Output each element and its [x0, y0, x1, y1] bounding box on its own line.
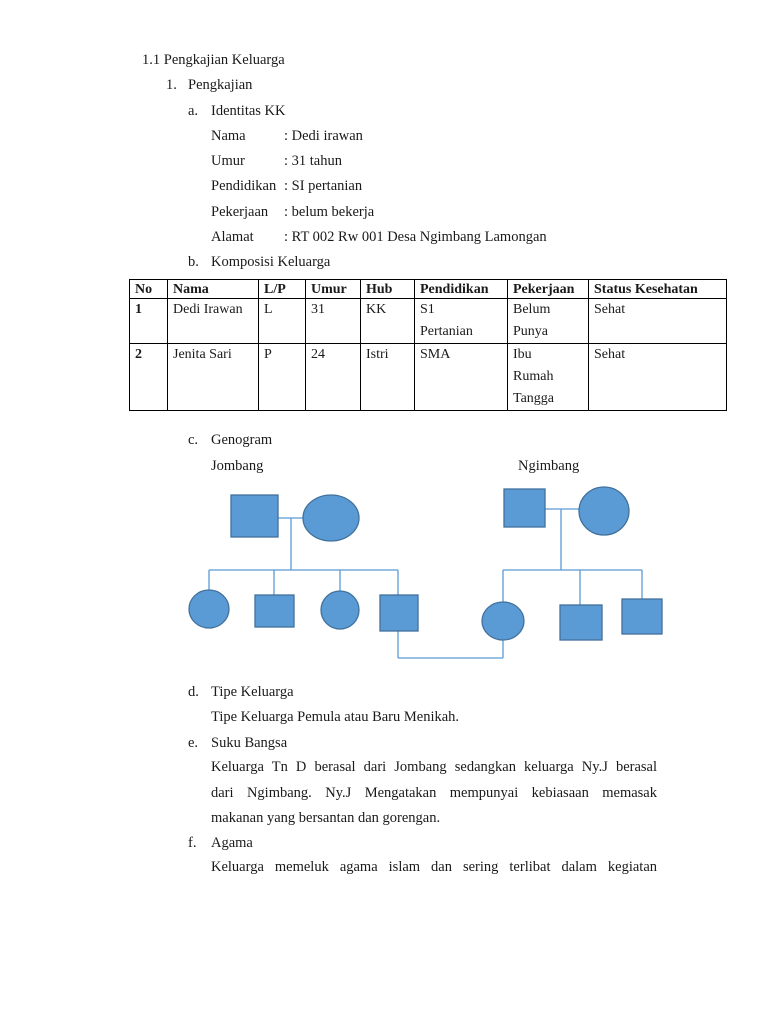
male-symbol-jombang-father — [231, 495, 278, 537]
suku-marker: e. — [188, 735, 199, 751]
table-row — [130, 344, 727, 411]
column-header: No — [130, 280, 168, 299]
tipe-marker: d. — [188, 684, 199, 700]
column-header: L/P — [259, 280, 306, 299]
suku-paragraph: Keluarga Tn D berasal dari Jombang sedangkan keluarga Ny.J berasal dari Ngimbang. Ny.J Mengatakan mempunyai kebiasaan memasak makanan yang bersantan dan gorengan. — [211, 759, 657, 826]
genogram-label-jombang: Jombang — [211, 458, 264, 474]
field-umur-label: Umur — [211, 153, 245, 169]
male-symbol-ngimbang-father — [504, 489, 545, 527]
field-umur-value: : 31 tahun — [284, 153, 342, 169]
male-symbol-dedi — [380, 595, 418, 631]
cell-umur: 24 — [306, 344, 361, 411]
tipe-text: Tipe Keluarga Pemula atau Baru Menikah. — [211, 709, 460, 725]
genogram-marker: c. — [188, 432, 199, 448]
cell-pekerjaan: Belum Punya — [508, 299, 589, 344]
identitas-marker: a. — [188, 103, 199, 119]
agama-title: Agama — [211, 835, 253, 851]
column-header: Pendidikan — [415, 280, 508, 299]
column-header: Hub — [361, 280, 415, 299]
field-pendidikan-label: Pendidikan — [211, 178, 277, 194]
field-nama-value: : Dedi irawan — [284, 128, 363, 144]
field-pendidikan-value: : SI pertanian — [284, 178, 363, 194]
genogram-title: Genogram — [211, 432, 273, 448]
cell-nama: Dedi Irawan — [168, 299, 259, 344]
female-symbol-child — [321, 591, 359, 629]
male-symbol-child — [255, 595, 294, 627]
male-symbol-child — [622, 599, 662, 634]
cell-pendidikan: SMA — [415, 344, 508, 411]
komposisi-title: Komposisi Keluarga — [211, 254, 331, 270]
female-symbol-jenita — [482, 602, 524, 640]
subsection-heading: 1. Pengkajian — [166, 77, 253, 93]
female-symbol-child — [189, 590, 229, 628]
cell-pekerjaan: Ibu Rumah Tangga — [508, 344, 589, 411]
tipe-title: Tipe Keluarga — [211, 684, 294, 700]
agama-marker: f. — [188, 835, 197, 851]
cell-lp: L — [259, 299, 306, 344]
field-pekerjaan-label: Pekerjaan — [211, 204, 269, 220]
column-header: Umur — [306, 280, 361, 299]
genogram-diagram — [0, 470, 768, 670]
cell-umur: 31 — [306, 299, 361, 344]
cell-pendidikan: S1 Pertanian — [415, 299, 508, 344]
field-alamat-label: Alamat — [211, 229, 254, 245]
identitas-title: Identitas KK — [211, 103, 286, 119]
cell-no: 2 — [130, 344, 168, 411]
komposisi-table — [129, 279, 727, 411]
cell-nama: Jenita Sari — [168, 344, 259, 411]
cell-no: 1 — [130, 299, 168, 344]
cell-status: Sehat — [589, 299, 727, 344]
female-symbol-ngimbang-mother — [579, 487, 629, 535]
field-alamat-value: : RT 002 Rw 001 Desa Ngimbang Lamongan — [284, 229, 547, 245]
column-header: Nama — [168, 280, 259, 299]
cell-lp: P — [259, 344, 306, 411]
female-symbol-jombang-mother — [303, 495, 359, 541]
komposisi-marker: b. — [188, 254, 199, 270]
cell-status: Sehat — [589, 344, 727, 411]
cell-hub: KK — [361, 299, 415, 344]
section-heading: 1.1 Pengkajian Keluarga — [142, 52, 285, 68]
table-header-row — [130, 280, 727, 299]
column-header: Pekerjaan — [508, 280, 589, 299]
column-header: Status Kesehatan — [589, 280, 727, 299]
agama-paragraph: Keluarga memeluk agama islam dan sering terlibat dalam kegiatan — [211, 859, 657, 875]
field-pekerjaan-value: : belum bekerja — [284, 204, 375, 220]
cell-hub: Istri — [361, 344, 415, 411]
genogram-label-ngimbang: Ngimbang — [518, 458, 580, 474]
male-symbol-child — [560, 605, 602, 640]
table-row — [130, 299, 727, 344]
field-nama-label: Nama — [211, 128, 246, 144]
suku-title: Suku Bangsa — [211, 735, 288, 751]
